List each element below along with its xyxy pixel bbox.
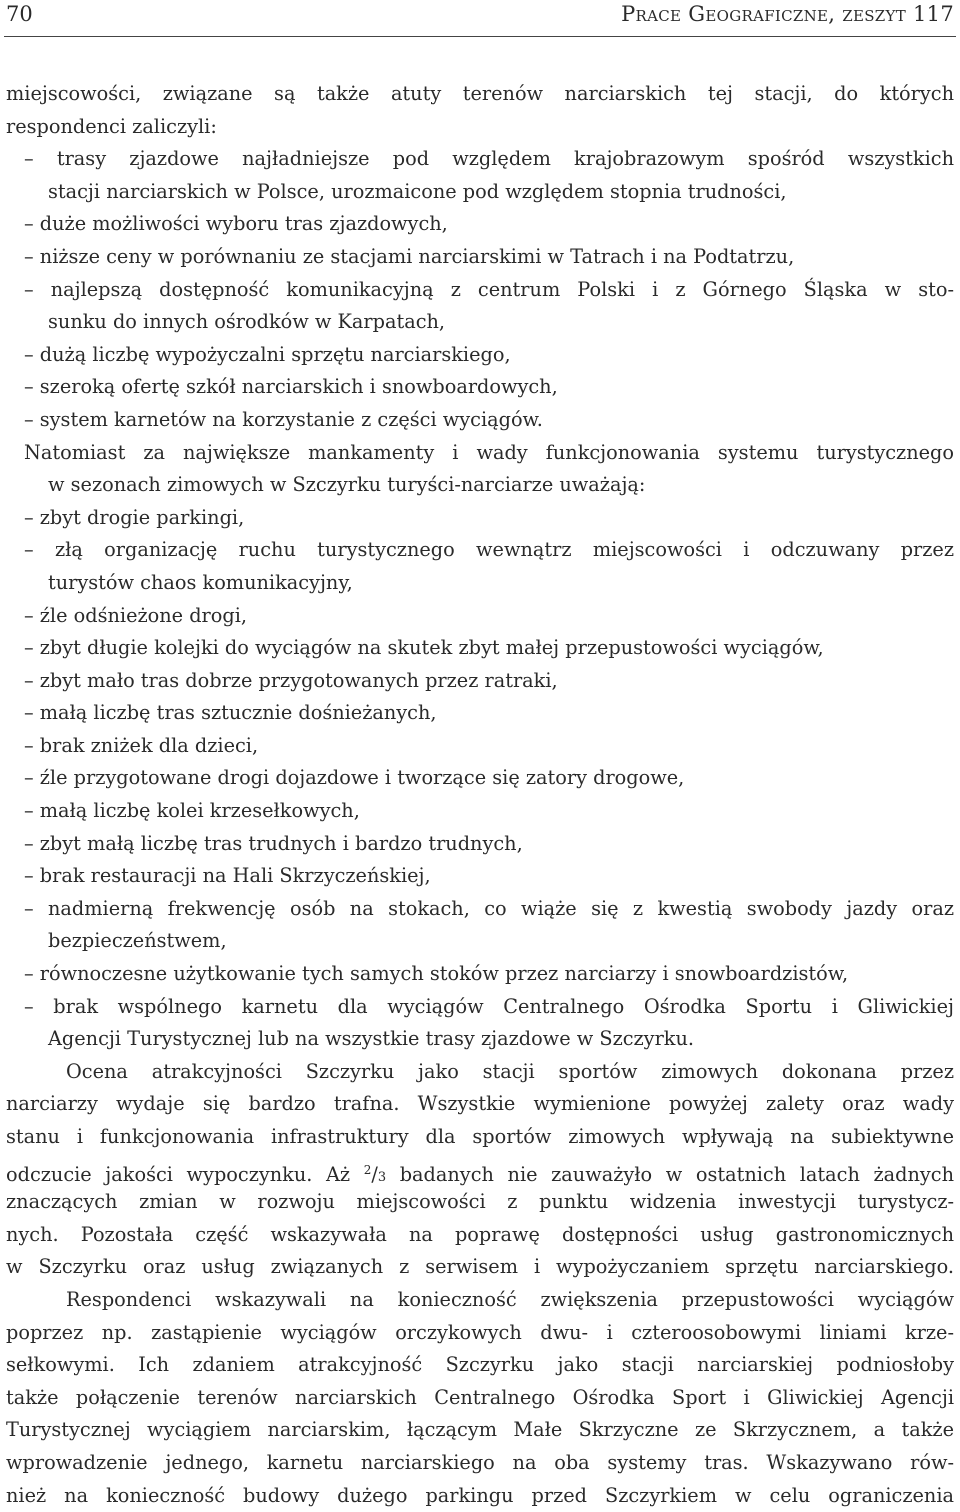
text-line: – brak zniżek dla dzieci, [24,733,259,757]
text-line: – małą liczbę kolei krzesełkowych, [24,799,360,823]
text-line: – niższe ceny w porównaniu ze stacjami narciarskimi w Tatrach i na Podtatrzu, [24,244,795,268]
fraction-numerator: 2 [363,1162,372,1177]
text-line: nych. Pozostała część wskazywała na poprawę dostępności usług gastronomicznych [6,1222,954,1246]
text-line [6,1154,954,1187]
text-span: odczucie jakości wypoczynku. Aż [6,1162,364,1186]
text-line: – małą liczbę tras sztucznie dośnieżanych, [24,701,437,725]
text-span: badanych nie zauważyło w ostatnich latach żadnych [386,1162,954,1186]
header-rule [4,36,956,37]
text-line: miejscowości, związane są także atuty terenów narciarskich tej stacji, do których [6,82,954,105]
text-line: – zbyt małą liczbę tras trudnych i bardzo trudnych, [24,831,523,855]
text-line: bezpieczeństwem, [48,929,227,953]
text-line: Respondenci wskazywali na konieczność zwiększenia przepustowości wyciągów [66,1287,954,1311]
text-line: – zbyt mało tras dobrze przygotowanych przez ratraki, [24,668,558,692]
text-line: w sezonach zimowych w Szczyrku turyści-narciarze uważają: [48,473,646,497]
text-line: narciarzy wydaje się bardzo trafna. Wszystkie wymienione powyżej zalety oraz wady [6,1092,954,1116]
text-span: / [371,1162,378,1186]
text-line: sełkowymi. Ich zdaniem atrakcyjność Szczyrku jako stacji narciarskiej podniosłoby [6,1353,954,1377]
text-line: poprzez np. zastąpienie wyciągów orczykowych dwu- i czteroosobowymi liniami krze- [6,1320,954,1344]
text-line: stacji narciarskich w Polsce, urozmaicone pod względem stopnia trudności, [48,179,787,203]
text-line: wprowadzenie jednego, karnetu narciarskiego na oba systemy tras. Wskazywano rów- [6,1450,954,1474]
text-line: – źle odśnieżone drogi, [24,603,248,627]
text-line: – źle przygotowane drogi dojazdowe i tworzące się zatory drogowe, [24,766,685,790]
text-line: – zbyt drogie parkingi, [24,505,245,529]
page-header [0,0,960,30]
text-line: – dużą liczbę wypożyczalni sprzętu narciarskiego, [24,342,511,366]
text-line: – najlepszą dostępność komunikacyjną z centrum Polski i z Górnego Śląska w sto- [24,277,954,301]
text-line: – złą organizację ruchu turystycznego wewnątrz miejscowości i odczuwany przez [24,538,954,562]
text-line: Natomiast za największe mankamenty i wady funkcjonowania systemu turystycznego [24,440,954,464]
text-line: – trasy zjazdowe najładniejsze pod względem krajobrazowym spośród wszystkich [24,147,954,171]
text-line: respondenci zaliczyli: [6,114,217,138]
page-number: 70 [6,2,33,26]
text-line: – brak restauracji na Hali Skrzyczeńskiej, [24,864,431,888]
text-line: – równoczesne użytkowanie tych samych stoków przez narciarzy i snowboardzistów, [24,962,849,986]
text-line: Turystycznej wyciągiem narciarskim, łączącym Małe Skrzyczne ze Skrzycznem, a także [6,1418,954,1442]
text-line: stanu i funkcjonowania infrastruktury dla sportów zimowych wpływają na subiektywne [6,1125,954,1148]
text-line: – zbyt długie kolejki do wyciągów na skutek zbyt małej przepustowości wyciągów, [24,636,824,660]
text-line: – system karnetów na korzystanie z części wyciągów. [24,407,543,431]
fraction-denominator: 3 [377,1169,387,1185]
text-line: znaczących zmian w rozwoju miejscowości z punktu widzenia inwestycji turystycz- [6,1190,954,1214]
text-line: Agencji Turystycznej lub na wszystkie trasy zjazdowe w Szczyrku. [48,1027,695,1051]
running-title: Prace Geograficzne, zeszyt 117 [621,2,954,26]
body-text [6,78,954,1512]
text-line: – brak wspólnego karnetu dla wyciągów Centralnego Ośrodka Sportu i Gliwickiej [24,994,954,1018]
text-line: nież na konieczność budowy dużego parkingu przed Szczyrkiem w celu ograniczenia [6,1483,954,1507]
text-line: Ocena atrakcyjności Szczyrku jako stacji sportów zimowych dokonana przez [66,1059,954,1083]
text-line: turystów chaos komunikacyjny, [48,570,353,594]
text-line: sunku do innych ośrodków w Karpatach, [48,310,446,334]
text-line: – duże możliwości wyboru tras zjazdowych, [24,212,448,236]
text-line: także połączenie terenów narciarskich Centralnego Ośrodka Sport i Gliwickiej Agencji [6,1385,954,1409]
text-line: – szeroką ofertę szkół narciarskich i snowboardowych, [24,375,558,399]
text-line: w Szczyrku oraz usług związanych z serwisem i wypożyczaniem sprzętu narciarskiego. [6,1255,954,1279]
text-line: – nadmierną frekwencję osób na stokach, co wiąże się z kwestią swobody jazdy oraz [24,896,954,920]
